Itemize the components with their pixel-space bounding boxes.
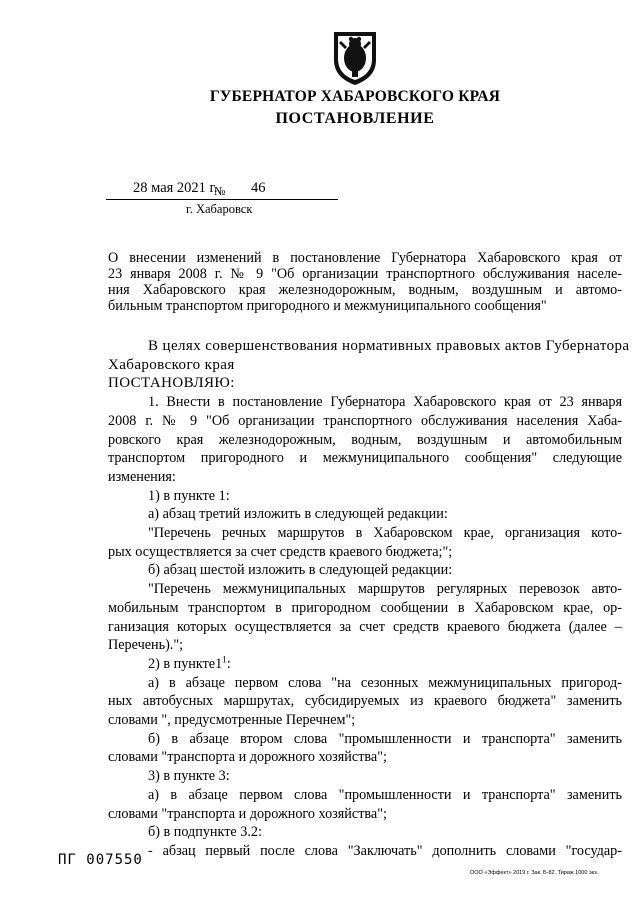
body-line: словами ", предусмотренные Перечнем"; bbox=[108, 712, 356, 729]
coat-of-arms-icon bbox=[330, 28, 380, 86]
body-line: - абзац первый после слова "Заключать" дополнить словами "государ- bbox=[148, 842, 622, 859]
body-line: мобильным транспортом в пригородном сообщении в Хабаровском крае, ор- bbox=[108, 599, 622, 616]
body-line: 3) в пункте 3: bbox=[148, 768, 230, 785]
decree-word: ПОСТАНОВЛЯЮ: bbox=[108, 375, 235, 392]
body-line: рых осуществляется за счет средств краевого бюджета;"; bbox=[108, 543, 453, 560]
body-line: а) абзац третий изложить в следующей редакции: bbox=[148, 506, 448, 523]
document-subject bbox=[108, 250, 622, 314]
superscript: 1 bbox=[222, 654, 227, 665]
body-line: 2008 г. № 9 "Об организации транспортного обслуживания населения Хаба- bbox=[108, 412, 622, 429]
body-line: 1) в пункте 1: bbox=[148, 487, 230, 504]
body-line: транспортом пригородного и межмуниципального сообщения" следующие bbox=[108, 450, 622, 467]
body-line: б) в подпункте 3.2: bbox=[148, 824, 262, 841]
body-line: "Перечень речных маршрутов в Хабаровском крае, организация кото- bbox=[148, 525, 622, 542]
date-number-underline bbox=[106, 199, 338, 200]
body-line: 1. Внести в постановление Губернатора Хабаровского края от 23 января bbox=[148, 394, 622, 411]
body-line: б) абзац шестой изложить в следующей редакции: bbox=[148, 562, 453, 579]
body-line: "Перечень межмуниципальных маршрутов регулярных перевозок авто- bbox=[148, 581, 622, 598]
printer-imprint: ООО «Эффект» 2019 г. Зак. Б-82. Тираж 1000 экз. bbox=[470, 870, 599, 876]
subject-line: О внесении изменений в постановление Губернатора Хабаровского края от bbox=[108, 250, 622, 266]
body-line: ровского края железнодорожным, водным, воздушным и автомобильным bbox=[108, 431, 622, 448]
subject-line: 23 января 2008 г. № 9 "Об организации транспортного обслуживания населе- bbox=[108, 266, 622, 282]
body-line: ганизация которых осуществляется за счет средств краевого бюджета (далее – bbox=[108, 618, 622, 635]
body-line: Хабаровского края bbox=[108, 356, 235, 373]
body-line: ных автобусных маршрутах, субсидируемых из краевого бюджета" заменить bbox=[108, 693, 622, 710]
body-line bbox=[108, 655, 622, 674]
item-2-colon: : bbox=[226, 655, 231, 672]
item-2-text: 2) в пункте1 bbox=[148, 655, 223, 672]
document-body bbox=[108, 337, 630, 861]
governor-title: ГУБЕРНАТОР ХАБАРОВСКОГО КРАЯ bbox=[209, 88, 501, 105]
document-number: 46 bbox=[251, 180, 266, 196]
body-line: словами "транспорта и дорожного хозяйства"; bbox=[108, 749, 387, 766]
document-date: 28 мая 2021 г. bbox=[133, 180, 218, 196]
serial-stamp: ПГ 007550 bbox=[58, 852, 143, 868]
subject-line: бильным транспортом пригородного и межмуниципального сообщения" bbox=[108, 298, 547, 314]
body-line: В целях совершенствования нормативных правовых актов Губернатора bbox=[148, 338, 630, 354]
number-label: № bbox=[214, 184, 226, 198]
body-line: б) в абзаце втором слова "промышленности и транспорта" заменить bbox=[148, 730, 622, 747]
document-type: ПОСТАНОВЛЕНИЕ bbox=[275, 110, 435, 127]
body-line: изменения: bbox=[108, 468, 176, 485]
subject-line: ния Хабаровского края железнодорожным, водным, воздушным и автомо- bbox=[108, 282, 622, 298]
body-line: Перечень)."; bbox=[108, 637, 184, 654]
body-line: словами "транспорта и дорожного хозяйства"; bbox=[108, 805, 387, 822]
body-line: а) в абзаце первом слова "на сезонных межмуниципальных пригород- bbox=[148, 674, 622, 691]
document-city: г. Хабаровск bbox=[186, 202, 253, 216]
body-line: а) в абзаце первом слова "промышленности и транспорта" заменить bbox=[148, 786, 622, 803]
